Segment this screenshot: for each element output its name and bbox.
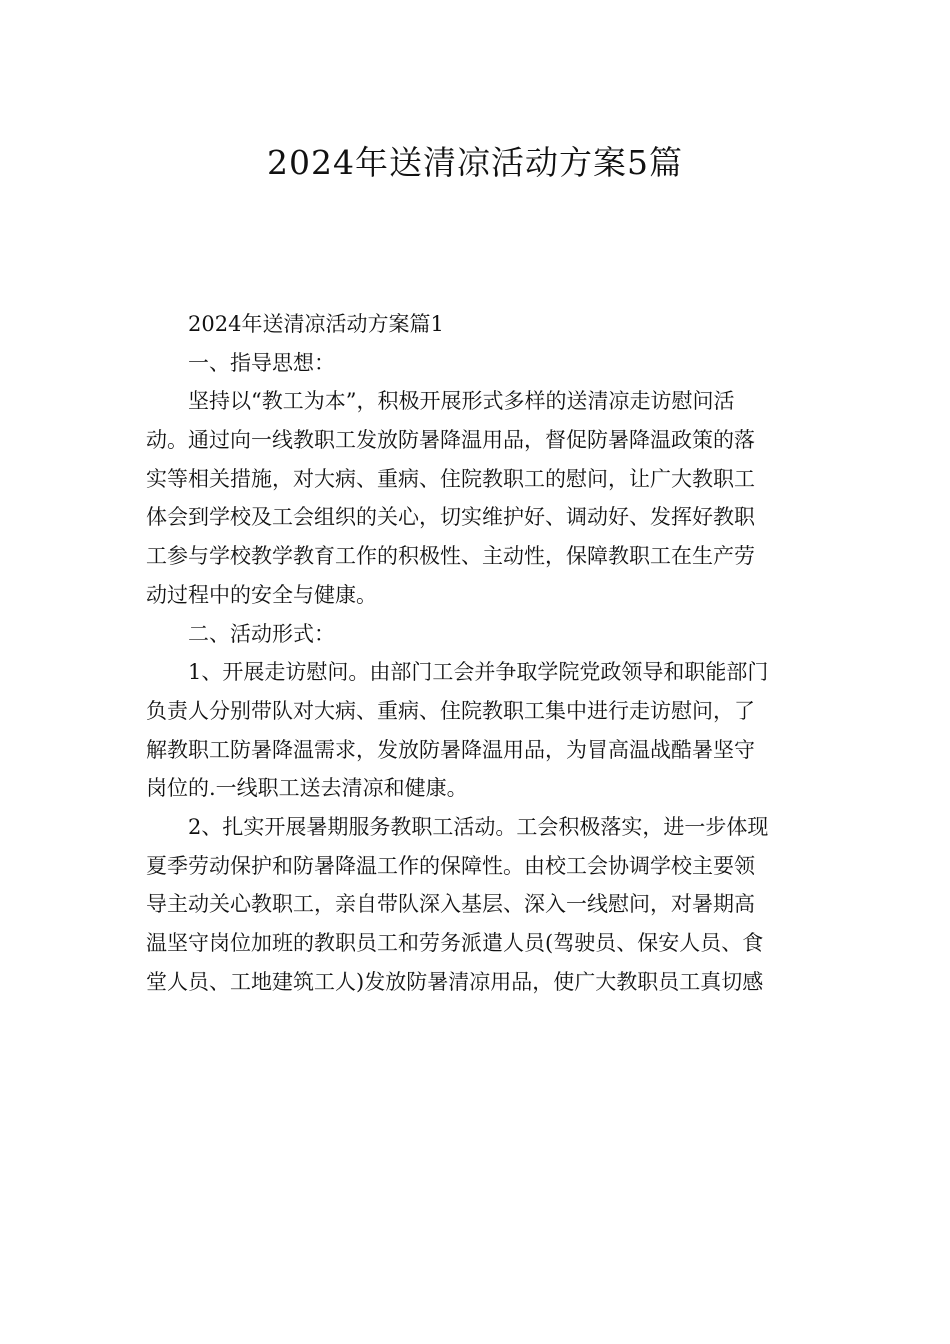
paragraph-line: 导主动关心教职工，亲自带队深入基层、深入一线慰问，对暑期高 [146, 892, 755, 917]
paragraph-line: 工参与学校教学教育工作的积极性、主动性，保障教职工在生产劳 [146, 544, 755, 569]
paragraph-item-2 [146, 808, 806, 1001]
paragraph-line: 夏季劳动保护和防暑降温工作的保障性。由校工会协调学校主要领 [146, 853, 755, 878]
section-subtitle: 2024年送清凉活动方案篇1 [188, 312, 444, 336]
document-title: 2024年送清凉活动方案5篇 [267, 143, 683, 182]
paragraph-line: 动过程中的安全与健康。 [146, 582, 377, 607]
paragraph-line: 实等相关措施，对大病、重病、住院教职工的慰问，让广大教职工 [146, 466, 755, 491]
section-heading-activity-form: 二、活动形式： [188, 621, 335, 646]
paragraph-line: 温坚守岗位加班的教职员工和劳务派遣人员(驾驶员、保安人员、食 [146, 931, 764, 955]
paragraph-line: 堂人员、工地建筑工人)发放防暑清凉用品，使广大教职员工真切感 [146, 969, 764, 994]
paragraph-line: 坚持以“教工为本”，积极开展形式多样的送清凉走访慰问活 [188, 389, 735, 414]
document-body [146, 305, 806, 1001]
paragraph-line: 体会到学校及工会组织的关心，切实维护好、调动好、发挥好教职 [146, 505, 755, 530]
paragraph-line: 2、扎实开展暑期服务教职工活动。工会积极落实，进一步体现 [188, 814, 769, 839]
paragraph-line: 解教职工防暑降温需求，发放防暑降温用品，为冒高温战酷暑坚守 [146, 737, 755, 762]
paragraph-item-1 [146, 653, 806, 808]
paragraph-line: 岗位的.一线职工送去清凉和健康。 [146, 776, 468, 801]
paragraph-line: 1、开展走访慰问。由部门工会并争取学院党政领导和职能部门 [188, 660, 769, 685]
paragraph-line: 动。通过向一线教职工发放防暑降温用品，督促防暑降温政策的落 [146, 428, 755, 453]
paragraph-guiding-thought [146, 382, 806, 614]
paragraph-line: 负责人分别带队对大病、重病、住院教职工集中进行走访慰问，了 [146, 698, 755, 723]
section-heading-guiding-thought: 一、指导思想： [188, 350, 335, 375]
